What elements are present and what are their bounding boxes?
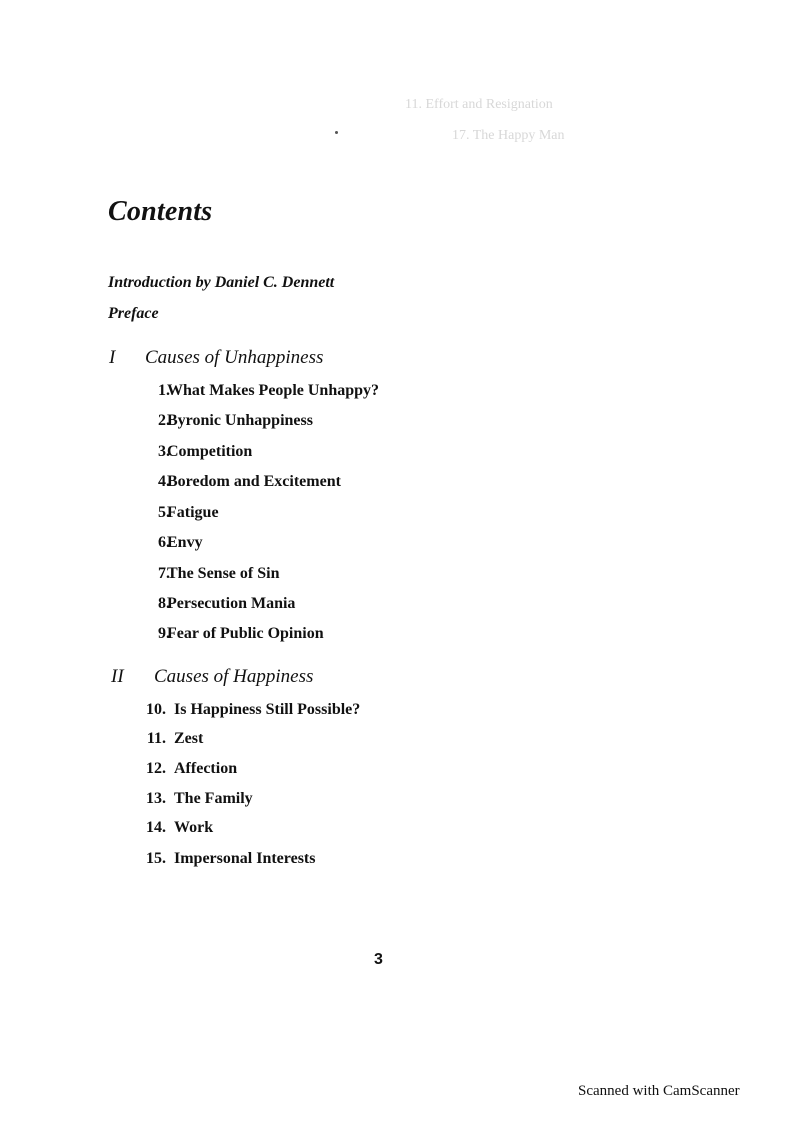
chapter-number: 4. [158, 473, 170, 490]
chapter-number: 11. [146, 730, 166, 747]
chapter-number: 5. [158, 504, 170, 521]
part-title: Causes of Unhappiness [145, 347, 324, 368]
page-number: 3 [374, 951, 383, 968]
toc-chapter-entry [158, 503, 219, 523]
chapter-number: 7. [158, 565, 170, 582]
chapter-title: The Sense of Sin [167, 565, 280, 582]
chapter-number: 9. [158, 625, 170, 642]
chapter-title: The Family [174, 790, 253, 807]
chapter-title: Impersonal Interests [174, 850, 316, 867]
toc-chapter-entry [158, 472, 341, 492]
chapter-number: 14. [146, 819, 166, 836]
toc-chapter-entry [158, 411, 313, 431]
part-title: Causes of Happiness [154, 666, 314, 687]
chapter-title: What Makes People Unhappy? [167, 382, 380, 399]
toc-chapter-entry [146, 818, 214, 838]
chapter-title: Competition [167, 443, 253, 460]
chapter-title: Byronic Unhappiness [167, 412, 313, 429]
bleed-through-line: 11. Effort and Resignation [405, 97, 553, 112]
toc-part-heading [109, 347, 323, 369]
toc-chapter-entry [158, 533, 203, 553]
chapter-number: 2. [158, 412, 170, 429]
chapter-number: 8. [158, 595, 170, 612]
toc-chapter-entry [158, 564, 280, 584]
chapter-title: Boredom and Excitement [167, 473, 341, 490]
toc-chapter-entry [146, 849, 316, 869]
chapter-title: Is Happiness Still Possible? [174, 701, 361, 718]
toc-part-heading [111, 666, 313, 688]
chapter-title: Zest [174, 730, 204, 747]
toc-entry-preface: Preface [108, 305, 159, 322]
part-numeral: II [111, 666, 124, 687]
page-title: Contents [108, 196, 213, 227]
chapter-number: 10. [146, 701, 166, 718]
toc-chapter-entry [146, 759, 238, 779]
toc-chapter-entry [158, 442, 253, 462]
chapter-title: Envy [167, 534, 203, 551]
toc-chapter-entry [158, 624, 324, 644]
chapter-number: 3. [158, 443, 170, 460]
scanner-watermark: Scanned with CamScanner [578, 1083, 740, 1099]
chapter-title: Work [174, 819, 214, 836]
scan-speck [335, 131, 338, 134]
toc-chapter-entry [146, 789, 253, 809]
chapter-title: Fear of Public Opinion [167, 625, 324, 642]
chapter-number: 1. [158, 382, 170, 399]
toc-chapter-entry [146, 729, 204, 749]
chapter-number: 13. [146, 790, 166, 807]
chapter-title: Persecution Mania [167, 595, 296, 612]
toc-chapter-entry [146, 700, 361, 720]
part-numeral: I [109, 347, 116, 368]
chapter-number: 6. [158, 534, 170, 551]
chapter-number: 15. [146, 850, 166, 867]
toc-chapter-entry [158, 594, 296, 614]
chapter-title: Affection [174, 760, 238, 777]
chapter-number: 12. [146, 760, 166, 777]
chapter-title: Fatigue [167, 504, 219, 521]
toc-entry-introduction: Introduction by Daniel C. Dennett [108, 274, 335, 291]
bleed-through-line: 17. The Happy Man [452, 128, 565, 143]
toc-chapter-entry [158, 381, 380, 401]
